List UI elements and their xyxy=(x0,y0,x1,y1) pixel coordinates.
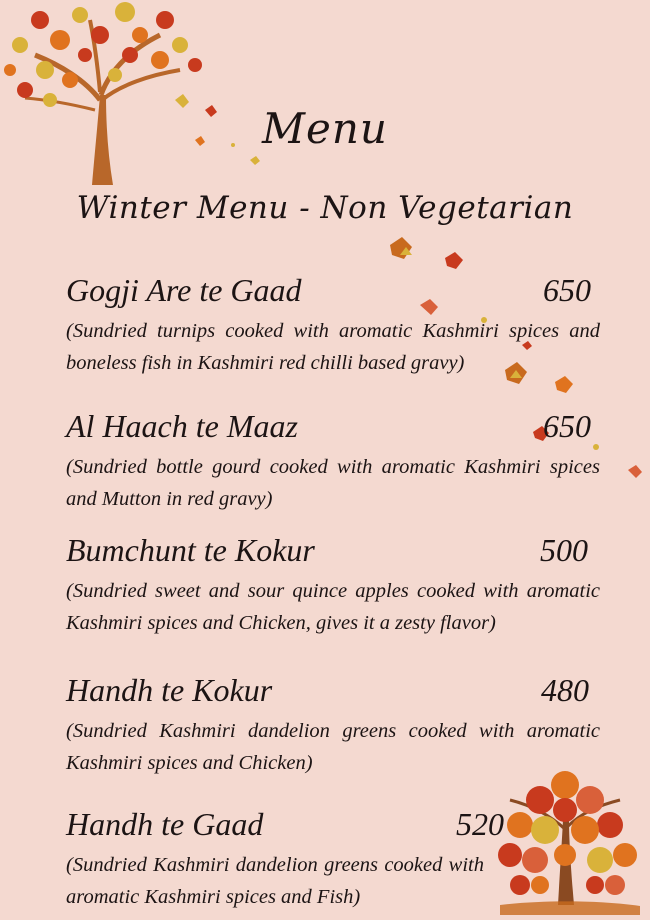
item-name: Bumchunt te Kokur xyxy=(66,532,315,568)
item-price: 650 xyxy=(543,272,591,308)
menu-subtitle: Winter Menu - Non Vegetarian xyxy=(76,190,574,226)
menu-title: Menu xyxy=(262,104,388,153)
item-price: 520 xyxy=(456,806,504,842)
item-description: (Sundried bottle gourd cooked with aromatic Kashmiri spices and Mutton in red gravy) xyxy=(66,456,600,510)
item-description: (Sundried turnips cooked with aromatic Kashmiri spices and boneless fish in Kashmiri red chilli based gravy) xyxy=(66,320,600,374)
item-price: 480 xyxy=(541,672,589,708)
item-price: 650 xyxy=(543,408,591,444)
item-description: (Sundried sweet and sour quince apples cooked with aromatic Kashmiri spices and Chicken, gives it a zesty flavor) xyxy=(66,580,600,634)
autumn-tree-icon xyxy=(4,2,202,185)
autumn-tree-icon xyxy=(498,771,640,915)
item-name: Al Haach te Maaz xyxy=(66,408,298,444)
item-description: (Sundried Kashmiri dandelion greens cooked with aromatic Kashmiri spices and Chicken) xyxy=(66,720,600,774)
item-name: Handh te Gaad xyxy=(66,806,264,842)
item-price: 500 xyxy=(540,532,588,568)
item-name: Gogji Are te Gaad xyxy=(66,272,302,308)
item-description: (Sundried Kashmiri dandelion greens cooked with aromatic Kashmiri spices and Fish) xyxy=(66,854,484,908)
item-name: Handh te Kokur xyxy=(66,672,273,708)
